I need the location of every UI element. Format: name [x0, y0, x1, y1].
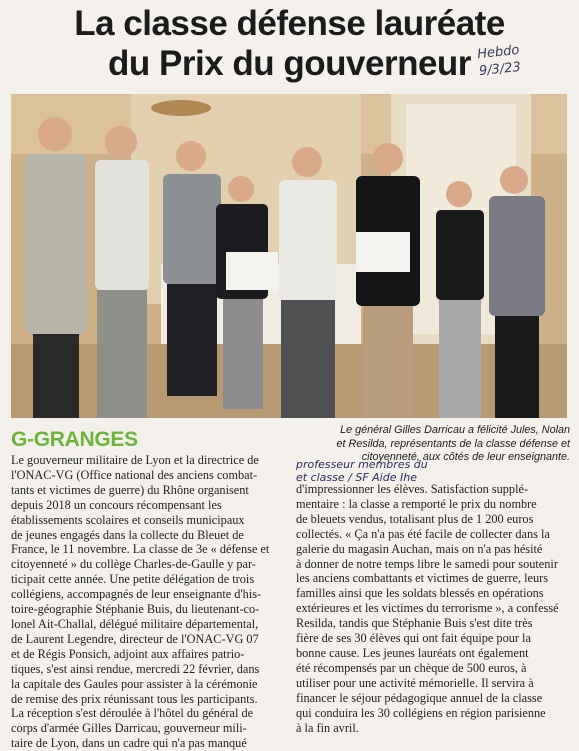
article-line: lonel Ait-Challal, délégué militaire départemental,	[11, 616, 259, 631]
article-line: ticipait cette année. Une petite délégation de trois	[11, 572, 255, 587]
article-line: la capitale des Gaules pour assister à la cérémonie	[11, 676, 258, 691]
article-line: d'impressionner les élèves. Satisfaction supplé-	[296, 482, 529, 496]
article-line: France, le 11 novembre. La classe de 3e « défense et	[11, 542, 270, 557]
town-name: G-GRANGES	[11, 428, 138, 451]
group-photo-illustration	[11, 94, 567, 418]
article-line: galerie du magasin Auchan, mais on n'a pas hésité	[296, 541, 543, 556]
article-line: taire de Lyon, dans un cadre qui n'a pas manqué	[11, 736, 247, 751]
article-line: de bleuets vendus, totalisant plus de 1 200 euros	[296, 511, 534, 526]
article-line: qui conduira les 30 collégiens en région parisienne	[296, 705, 546, 720]
article-line: de Laurent Legendre, directeur de l'ONAC-VG 07	[11, 631, 259, 646]
handwritten-date-line-2: 9/3/23	[478, 59, 522, 80]
caption-line-1: Le général Gilles Darricau a félicité Jules, Nolan	[340, 424, 570, 436]
article-line: toire-géographie Stéphanie Buis, du lieutenant-co-	[11, 602, 260, 617]
article-line: mentaire : la classe a remporté le prix du nombre	[296, 496, 537, 511]
article-line: Le gouverneur militaire de Lyon et la directrice de	[11, 453, 259, 467]
article-line: à donner de notre temps libre le samedi pour soutenir	[296, 556, 558, 571]
article-line: citoyenneté » du collège Charles-de-Gaulle y par-	[11, 557, 256, 572]
group-photo	[11, 94, 567, 418]
article-column-2	[296, 482, 568, 735]
article-line: et de Régis Ponsich, adjoint aux affaires patrio-	[11, 646, 245, 661]
article-line: bonne cause. Les jeunes lauréats ont également	[296, 645, 529, 660]
article-line: été récompensés par un chèque de 500 euros, à	[296, 660, 527, 675]
article-line: l'ONAC-VG (Office national des anciens combat-	[11, 467, 258, 482]
article-line: familles ainsi que les soldats blessés en opérations	[296, 586, 544, 601]
handwritten-note	[296, 458, 576, 484]
article-line: financer le séjour pédagogique annuel de la classe	[296, 690, 543, 705]
article-line: fière de ses 30 élèves qui ont fait équipe pour la	[296, 631, 531, 646]
article-line: depuis 2018 un concours récompensant les	[11, 497, 222, 512]
article-line: de remise des prix réunissant tous les participants.	[11, 691, 258, 706]
article-line: établissements scolaires et conseils municipaux	[11, 512, 245, 527]
caption-line-3: citoyenneté, aux côtés de leur enseignante.	[361, 451, 570, 463]
article-column-1	[11, 453, 283, 751]
article-line: utiliser pour une activité mémorielle. Il servira à	[296, 675, 534, 690]
article-line: corps d'armée Gilles Darricau, gouverneur mili-	[11, 721, 247, 736]
headline-line-1: La classe défense lauréate	[74, 4, 505, 43]
handwritten-note-line-1: professeur membres du	[296, 458, 428, 471]
headline-line-2: du Prix du gouverneur	[108, 44, 471, 83]
article-line: La réception s'est déroulée à l'hôtel du général de	[11, 706, 254, 721]
article-line: à la fin avril.	[296, 720, 359, 735]
handwritten-note-line-2: et classe / SF Aide Ihe	[296, 471, 417, 484]
article-line: tants et victimes de guerre) du Rhône organisent	[11, 482, 249, 497]
article-line: collégiens, accompagnés de leur enseignante d'his-	[11, 587, 262, 602]
handwritten-date-line-1: Hebdo	[476, 42, 521, 63]
caption-line-2: et Resilda, représentants de la classe défense et	[336, 437, 570, 450]
article-line: Resilda, tandis que Stéphanie Buis s'est dite très	[296, 616, 533, 631]
article-line: les anciens combattants et victimes de guerre, leurs	[296, 571, 548, 586]
article-line: extérieures et les victimes du terrorisme », a confessé	[296, 601, 559, 616]
article-line: collectés. « Ça n'a pas été facile de collecter dans la	[296, 526, 550, 541]
article-line: tiques, s'est ainsi rendue, mercredi 22 février, dans	[11, 661, 260, 676]
article-line: de jeunes engagés dans la collecte du Bleuet de	[11, 527, 244, 542]
